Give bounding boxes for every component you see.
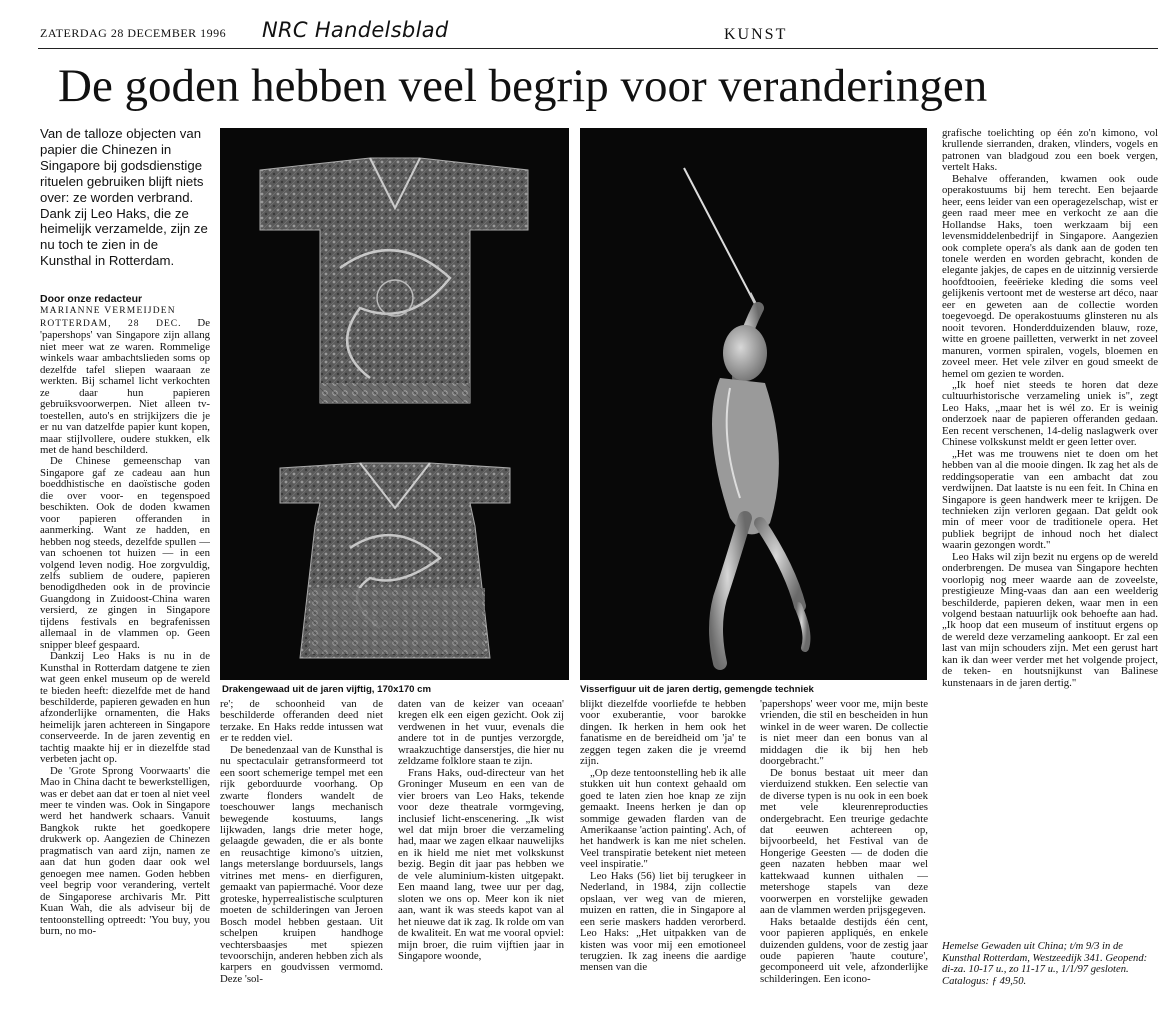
paragraph: Leo Haks (56) liet bij terugkeer in Nederland, in 1984, zijn collectie opslaan, ver weg van de mieren, muizen en ratten, die in Singapore al een serie maskers hadden verorberd. Leo Haks: „Het uitpakken van de kisten was voor mij een emotioneel terugzien. Ik zag ineens die aardige mensen van die [580, 869, 746, 974]
paragraph: „Ik hoef niet steeds te horen dat deze cultuurhistorische verzameling uniek is", zegt Leo Haks, „maar het is wél zo. Er is weinig onderzoek naar de papieren offeranden gedaan. Een recent verschenen, 14-delig naslagwerk over Chinese volkskunst meldt er geen letter over. [942, 378, 1158, 449]
exhibition-info: Hemelse Gewaden uit China; t/m 9/3 in de Kunsthal Rotterdam, Westzeedijk 341. Geopend: di-za. 10-17 u., zo 11-17 u., 1/1/97 gesloten. Catalogus: ƒ 49,50. [942, 941, 1148, 987]
paragraph: „Op deze tentoonstelling heb ik alle stukken uit hun context gehaald om goed te laten zien hoe knap ze zijn gemaakt. Ineens herken je dan op sommige gewaden flarden van de Amerikaanse 'action painting'. Ach, of het handwerk is kan me niet schelen. Veel transpiratie betekent niet meteen veel inspiratie." [580, 766, 746, 871]
column-3 [398, 699, 564, 1016]
paragraph: De Chinese gemeenschap van Singapore gaf ze cadeau aan hun boeddhistische en daoïstische goden die over voor- en tegenspoed beschikten. Ook de doden kwamen voor papieren offeranden in aanmerking. Want ze hadden, en hebben nog steeds, dezelfde spullen — van schoenen tot huizen — in een volgend leven nodig. Hoe zorgvuldig, zelfs subliem de oudere, papieren benodigdheden ook in de provincie Guangdong in Zuidoost-China waren versierd, ze gingen in Singapore tijdens festivals en begrafenissen allemaal in de vlammen op. Geen snipper bleef gespaard. [40, 455, 210, 651]
dateline: ROTTERDAM, 28 DEC. [40, 319, 182, 329]
masthead: NRC Handelsblad [262, 18, 449, 42]
figure-illustration [580, 128, 927, 680]
paragraph: De bonus bestaat uit meer dan vierduizend stukken. Een selectie van de diverse typen is nu ook in een boek met vele kleurenreproducties ondergebracht. Een treurige gedachte dat eeuwen achtereen op, bijvoorbeeld, het Festival van de Hongerige Geesten — de doden die geen nazaten hebben maar wel kattekwaad kunnen uithalen — metershoge stapels van deze voorwerpen en vorstelijke gewaden aan de vlammen werden prijsgegeven. [760, 766, 928, 917]
date-line: ZATERDAG 28 DECEMBER 1996 [40, 26, 227, 40]
paragraph: grafische toelichting op één zo'n kimono, vol krullende sierranden, draken, vlinders, vogels en patronen van bladgoud zou een boek vergen, vertelt Haks. [942, 128, 1158, 174]
paragraph: Leo Haks wil zijn bezit nu ergens op de wereld onderbrengen. De musea van Singapore hechten voorlopig nog meer waarde aan de zoveelste, prestigieuze Ming-vaas dan aan een weelderig beschilderde, papieren deken, waar men in een volgend bestaan natuurlijk ook behoefte aan had. „Ik hoop dat een museum of instituut ergens op de wereld deze verzameling aankoopt. Er zal een last van mijn schouders zijn. Met een gerust hart kan ik dan weer verder met het volgende project, de teken- en houtsnijkunst van Balinese kunstenaars in de jaren dertig." [942, 550, 1158, 689]
headline: De goden hebben veel begrip voor veranderingen [58, 60, 988, 112]
paragraph: re'; de schoonheid van de beschilderde offeranden deed niet terzake. En Haks redde intussen wat er te redden viel. [220, 699, 383, 745]
column-5 [760, 699, 928, 1016]
section-label: KUNST [724, 26, 788, 43]
paragraph: De 'Grote Sprong Voorwaarts' die Mao in China dacht te bewerkstelligen, was er debet aan dat er toen al niet veel meer te vinden was. Ook in Singapore werd het handwerk schaars. Vanuit Bangkok rukte het goedkopere drukwerk op. Aangezien de Chinezen pragmatisch van aard zijn, namen ze aan dat hun goden daar ook wel genoegen mee namen. Goden hebben veel begrip voor verandering, vertelt de Singaporese archivaris Mr. Pitt Kuan Wah, die als adviseur bij de tentoonstelling optreedt: 'You buy, you burn, no mo- [40, 764, 210, 938]
photo-dragon-robe [220, 128, 569, 680]
author-name: MARIANNE VERMEIJDEN [40, 306, 176, 316]
paragraph: blijkt diezelfde voorliefde te hebben voor exuberantie, voor barokke dingen. Ik herken in hem ook het fanatisme en de bereidheid om 'ja' te zeggen tegen zaken die je vreemd zijn. [580, 699, 746, 768]
header-rule [38, 48, 1158, 49]
paragraph: Behalve offeranden, kwamen ook oude operakostuums bij hem terecht. Een bejaarde heer, eens leider van een operagezelschap, wist er geen raad meer mee en verkocht ze aan die Hollandse Haks, toen werkzaam bij een levensmiddelenbedrijf in Singapore. Aangezien ook complete opera's als dank aan de goden ten tonele werden en worden gebracht, konden de elegante jakjes, de capes en de uitzinnig versierde hoofdtooien, feeërieke kleding die soms veel gelijkenis vertoont met de westerse art déco, naar eer en geweten aan de collectie worden toegevoegd. De operakostuums glinsteren nu als nooit tevoren. Honderdduizenden blauw, roze, witte en groene pailletten, verwerkt in net zoveel manuren, vormen spiralen, vogels, bloemen en zoveel meer. Het vele zilver en goud smeekt de hemel om gezien te worden. [942, 172, 1158, 380]
paragraph: daten van de keizer van oceaan' kregen elk een eigen gezicht. Ook zij verdwenen in het vuur, evenals die andere tot in de puntjes verzorgde, wraakzuchtige danserstjes, die hier nu zeldzame folklore staan te zijn. [398, 699, 564, 768]
caption-right: Visserfiguur uit de jaren dertig, gemengde techniek [580, 684, 814, 695]
paragraph: Haks betaalde destijds één cent, voor papieren appliqués, en enkele duizenden guldens, voor de zestig jaar oude papieren 'haute couture', gecomponeerd uit vele, afzonderlijke schilderingen. Een icono- [760, 915, 928, 985]
caption-left: Drakengewaad uit de jaren vijftig, 170x170 cm [222, 684, 432, 695]
robe-illustration [220, 128, 569, 680]
byline: Door onze redacteur [40, 293, 143, 305]
paragraph: Frans Haks, oud-directeur van het Groninger Museum en een van de vier broers van Leo Haks, tekende voor deze theatrale vormgeving, inclusief licht-enscenering. „Ik wist wel dat mijn broer die verzameling had, maar we zagen elkaar nauwelijks en ik hield me niet met volkskunst bezig. Begin dit jaar pas hebben we de vele aluminium-kisten uitgepakt. Een maand lang, twee uur per dag, sloten we ons op. Meer kon ik niet aan, want ik was steeds kapot van al het nieuwe dat ik zag. Ik rolde om van de kwaliteit. En wat me vooral opviel: mijn broer, die ruim vijftien jaar in Singapore woonde, [398, 766, 564, 962]
lead-paragraph: Van de talloze objecten van papier die Chinezen in Singapore bij godsdienstige rituelen gebruiken blijft niets over: ze worden verbrand. Dank zij Leo Haks, die ze heimelijk verzamelde, zijn ze nu toch te zien in de Kunsthal in Rotterdam. [40, 126, 208, 269]
column-2 [220, 699, 383, 1016]
paragraph: De benedenzaal van de Kunsthal is nu spectaculair getransformeerd tot een soort schemerige tempel met een rijk geborduurde voorhang. Op zwarte flonders wandelt de toeschouwer langs mechanisch bewegende kostuums, langs lijkwaden, langs drie meter hoge, gelaagde gewaden, die er als bonte en reusachtige kimono's uitzien, langs meterslange borduursels, langs vitrines met mens- en dierfiguren, gemaakt van papiermaché. Voor deze groteske, hyperrealistische sculpturen moeten de schilderingen van Jeroen Bosch model hebben gestaan. Uit schelpen kruipen handhoge vechtersbaasjes met spiezen tevoorschijn, anderen hebben zich als karpers en goudvissen vermomd. Deze 'sol- [220, 743, 383, 985]
column-6 [942, 128, 1158, 936]
paragraph: ROTTERDAM, 28 DEC. De 'papershops' van Singapore zijn allang niet meer wat ze waren. Rommelige winkels waar ambachtslieden soms op dezelfde tafel sliepen waaraan ze werkten. Bij schamel licht verkochten ze daar hun papieren gebruiksvoorwerpen. Niet alleen tv-toestellen, auto's en strijkijzers die je er nu van datzelfde papier kunt kopen, maar stijlvollere, oudere stukken, elk met de hand beschilderd. [40, 318, 210, 456]
column-4 [580, 699, 746, 1016]
paragraph: Dankzij Leo Haks is nu in de Kunsthal in Rotterdam datgene te zien wat geen enkel museum op de wereld te bieden heeft: diezelfde met de hand beschilderde, papieren gewaden en hun afzonderlijke ornamenten, die Haks heimelijk jaren achtereen in Singapore conserveerde. In de jaren zeventig en tachtig maakte hij er in diezelfde stad verbeten jacht op. [40, 650, 210, 766]
column-1 [40, 318, 210, 1016]
paragraph: „Het was me trouwens niet te doen om het hebben van al die mooie dingen. Ik zag het als de reddingsoperatie van een ambacht dat zou verdwijnen. Dat laatste is nu een feit. In China en Singapore is geen handwerk meer te krijgen. De technieken zijn verloren gegaan. Dat geldt ook min of meer voor de traditionele opera. Het publiek begrijpt de inhoud noch het dialect waarin gezongen wordt." [942, 447, 1158, 552]
paragraph: 'papershops' weer voor me, mijn beste vrienden, die stil en bescheiden in hun winkel in de weer waren. De collectie is niet meer dan een bonus van al middagen die ik bij hen heb doorgebracht." [760, 699, 928, 768]
photo-fisherman-figure [580, 128, 927, 680]
